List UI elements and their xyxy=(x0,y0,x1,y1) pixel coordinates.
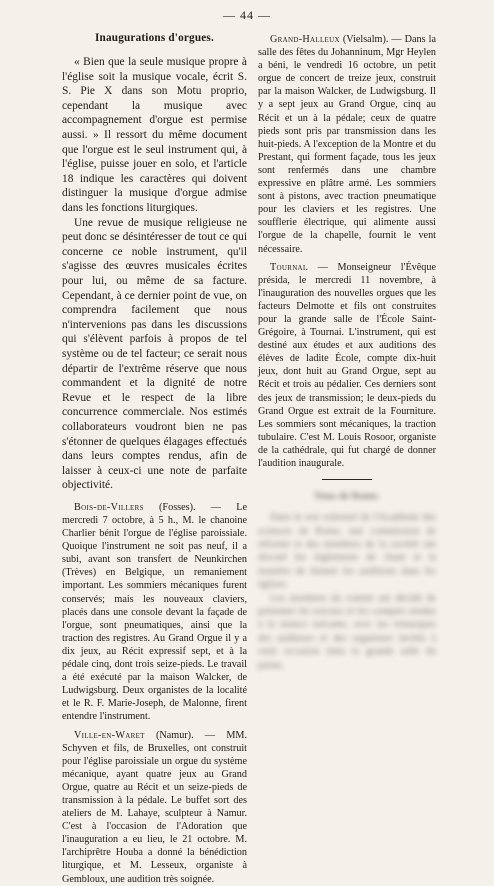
entry-bois-de-villers xyxy=(62,501,247,724)
entry-tournai xyxy=(258,261,436,471)
entry-grand-halleux xyxy=(258,33,436,256)
section-divider xyxy=(322,479,372,480)
entry-ville-en-waret xyxy=(62,729,247,886)
right-column xyxy=(258,28,436,672)
entry-body: (Fosses). — Le mercredi 7 octobre, à 5 h., M. le chanoine Charlier bénit l'orgue de l'église paroissiale. Quoique l'instrument ne soit pas neuf, il a subi, avant son transfert de Neunkirchen (Trèves) en Belgique, un remaniement important. Les sommiers mécaniques furent conservés; mais les nouveaux claviers, placés dans une console devant la façade de l'orgue, sont pneumatiques, ainsi que la traction des registres. Au Grand Orgue il y a dix jeux, au Récit expressif sept, et à la pédale cinq, dont trois seize-pieds. Le travail a été exécuté par la maison Walcker, de Ludwigsburg. Deux organistes de la localité et le R. F. Marie-Joseph, de Malonne, firent entendre l'instrument. xyxy=(62,501,247,723)
left-column xyxy=(62,28,247,886)
entry-body: (Namur). — MM. Schyven et fils, de Bruxelles, ont construit pour l'église paroissiale un orgue du système mécanique, ayant quatre jeux au Grand Orgue, quatre au Récit et un seize-pieds de transmission à la pédale. Le buffet sort des ateliers de M. Lahaye, sculpteur à Namur. C'est à l'occasion de l'Adoration que l'inauguration a eu lieu, le 21 octobre. M. l'archiprêtre Houba a donné la bénédiction liturgique, et M. Lesseux, organiste à Gembloux, une audition très soignée. xyxy=(62,729,247,885)
bleed-through-paragraph: Les membres du comité ont décidé de présenter les travaux et les comptes rendus à la séance suivante, avec les remarques des auditeurs et des organistes invités à cette occasion dans la grande salle du palais. xyxy=(258,592,436,671)
intro-paragraph-2: Une revue de musique religieuse ne peut donc se désintéresser de tout ce qui concerne ce noble instrument, qu'il s'agisse des œuvres musicales écrites pour lui, ou même de sa facture. Cependant, à ce dernier point de vue, on comprendra facilement que nous n'intervenions pas dans les discussions qui s'élèvent parfois à propos de tel système ou de tel facteur; ce serait nous départir de l'extrême réserve que nous commandent et la dignité de notre Revue et le respect de la libre concurrence commerciale. Nos estimés collaborateurs voudront bien ne pas s'étonner de quelques élagages effectués dans leurs comptes rendus, afin de laisser à ceux-ci une note de parfaite objectivité. xyxy=(62,216,247,492)
page-number: — 44 — xyxy=(223,8,271,22)
section-title: Inaugurations d'orgues. xyxy=(95,32,214,44)
entry-place: Tournai xyxy=(270,261,306,273)
intro-paragraph-1: « Bien que la seule musique propre à l'église soit la musique vocale, écrit S. S. Pie X dans son Motu proprio, cependant la musique avec accompagnement d'orgue est permise aussi. » Il ressort du même document que l'orgue est le seul instrument qui, à l'église, puisse jouer en solo, et l'article 18 indique les caractères qui doivent distinguer la musique d'orgue admise dans les fonctions liturgiques. xyxy=(62,56,247,215)
entry-place: Ville-en-Waret xyxy=(74,729,145,741)
entry-place: Grand-Halleux xyxy=(270,34,340,45)
bleed-through-title: Nous de Rome. xyxy=(314,491,380,503)
entry-body: (Vielsalm). — Dans la salle des fêtes du Johanninum, Mgr Heylen a béni, le vendredi 16 octobre, un petit orgue de concert de treize jeux, construit par la maison Walcker, de Ludwigsburg. Il y a sept jeux au Grand Orgue, cinq au Récit et un à la pédale; ceux de quatre pieds sont pris par transmission dans les huit-pieds. A l'exception de la Montre et du Prestant, qui forment façade, tous les jeux sont renfermés dans une chambre expressive en plâtre armé. Les sommiers sont à pistons, avec traction pneumatique pour les claviers et les registres. Une soufflerie électrique, qui alimente aussi l'orgue de la chapelle, fournit le vent nécessaire. xyxy=(258,34,436,255)
intro-text xyxy=(62,55,247,493)
bleed-through-text xyxy=(258,490,436,672)
bleed-through-paragraph: Dans le soir solennel de l'Académie des sciences de Rome, une commission de réforme et des membres de la société ont discuté les règlements de chant et la manière de donner les auditions dans les églises. xyxy=(258,512,436,591)
entry-place: Bois-de-Villers xyxy=(74,501,144,513)
entry-body: . — Monseigneur l'Évêque présida, le mercredi 11 novembre, à l'inauguration des nouvelles orgues que les facteurs Delmotte et fils ont construites pour la grande salle de l'École Saint-Grégoire, à Tournai. L'instrument, qui est destiné aux études et aux auditions des élèves de ladite École, compte dix-huit jeux, dont huit au Grand Orgue, sept au Récit et trois au pédalier. Ces derniers sont des jeux de transmission; le deux-pieds du Grand Orgue est extrait de la Fourniture. Les sommiers sont mécaniques, la traction tubulaire. C'est M. Louis Rosoor, organiste de la cathédrale, qui fut chargé de donner l'audition inaugurale. xyxy=(258,261,436,469)
